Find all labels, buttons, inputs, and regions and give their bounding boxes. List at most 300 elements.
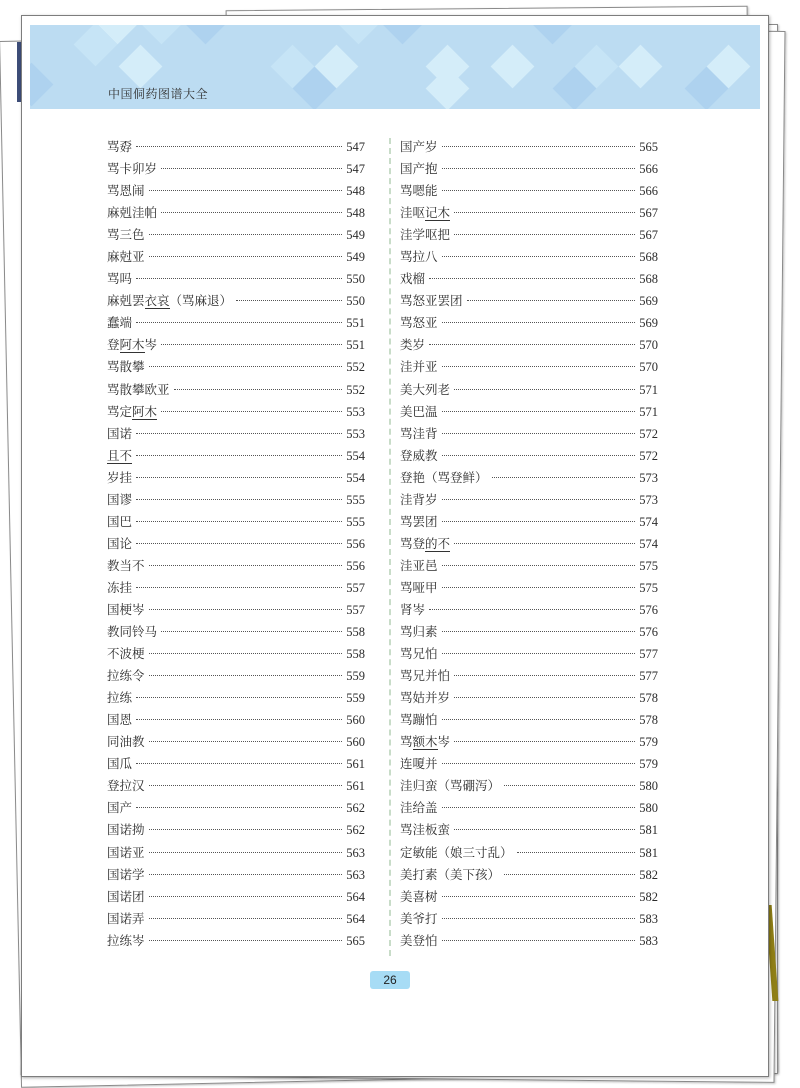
dot-leader	[442, 587, 636, 588]
dot-leader	[136, 587, 342, 588]
header-banner	[30, 25, 760, 109]
entry-name: 骂拉八	[400, 249, 438, 265]
underlined-text: 且不	[107, 447, 133, 463]
index-entry[interactable]	[400, 621, 658, 643]
entry-page-number: 561	[346, 779, 365, 794]
entry-page-number: 577	[639, 647, 658, 662]
entry-name: 国诺亚	[107, 844, 145, 860]
index-entry[interactable]	[107, 886, 365, 908]
entry-page-number: 573	[639, 492, 658, 507]
entry-page-number: 582	[639, 867, 658, 882]
index-entry[interactable]	[400, 731, 658, 753]
dot-leader	[442, 168, 636, 169]
entry-page-number: 566	[639, 184, 658, 199]
index-entry[interactable]	[400, 290, 658, 312]
dot-leader	[149, 829, 343, 830]
entry-name: 不波梗	[107, 646, 145, 662]
entry-page-number: 571	[639, 382, 658, 397]
index-entry[interactable]	[400, 665, 658, 687]
entry-name: 岁挂	[107, 469, 133, 485]
dot-leader	[454, 741, 635, 742]
entry-name: 美登怕	[400, 932, 438, 948]
dot-leader	[442, 807, 636, 808]
entry-page-number: 574	[639, 514, 658, 529]
dot-leader	[517, 852, 636, 853]
entry-name: 教当不	[107, 557, 145, 573]
entry-page-number: 570	[639, 360, 658, 375]
dot-leader	[161, 212, 342, 213]
entry-page-number: 558	[346, 625, 365, 640]
dot-leader	[429, 344, 635, 345]
dot-leader	[161, 344, 342, 345]
entry-page-number: 575	[639, 580, 658, 595]
entry-name: 国论	[107, 535, 133, 551]
dot-leader	[149, 190, 343, 191]
entry-name: 国巴	[107, 513, 133, 529]
entry-name: 美大列老	[400, 381, 451, 397]
entry-page-number: 568	[639, 250, 658, 265]
entry-name: 国诺团	[107, 888, 145, 904]
index-entry[interactable]	[107, 334, 365, 356]
index-entry[interactable]	[400, 643, 658, 665]
index-entry[interactable]	[107, 356, 365, 378]
index-entry[interactable]	[107, 401, 365, 423]
index-entry[interactable]	[107, 864, 365, 886]
entry-name: 登阿木岑	[107, 337, 158, 353]
entry-page-number: 554	[346, 470, 365, 485]
entry-name: 拉练令	[107, 668, 145, 684]
entry-page-number: 572	[639, 426, 658, 441]
dot-leader	[149, 234, 343, 235]
entry-name: 类岁	[400, 337, 426, 353]
entry-page-number: 571	[639, 404, 658, 419]
dot-leader	[149, 852, 343, 853]
dot-leader	[442, 940, 636, 941]
page-number-badge: 26	[370, 971, 410, 989]
index-entry[interactable]	[107, 555, 365, 577]
entry-page-number: 572	[639, 448, 658, 463]
dot-leader	[442, 322, 636, 323]
index-entry[interactable]	[400, 246, 658, 268]
index-entry[interactable]	[107, 379, 365, 401]
index-entry[interactable]	[107, 180, 365, 202]
banner-diamond	[381, 25, 425, 44]
entry-page-number: 566	[639, 162, 658, 177]
dot-leader	[454, 389, 635, 390]
entry-page-number: 560	[346, 735, 365, 750]
index-entry[interactable]	[400, 489, 658, 511]
entry-page-number: 559	[346, 669, 365, 684]
entry-page-number: 579	[639, 735, 658, 750]
index-entry[interactable]	[107, 467, 365, 489]
index-column-left	[107, 136, 365, 952]
entry-name: 骂三色	[107, 227, 145, 243]
index-entry[interactable]	[400, 268, 658, 290]
index-entry[interactable]	[107, 753, 365, 775]
entry-page-number: 555	[346, 492, 365, 507]
entry-page-number: 563	[346, 845, 365, 860]
index-entry[interactable]	[400, 136, 658, 158]
index-entry[interactable]	[400, 753, 658, 775]
index-entry[interactable]	[400, 687, 658, 709]
entry-page-number: 577	[639, 669, 658, 684]
book-title: 中国侗药图谱大全	[108, 87, 209, 101]
dot-leader	[136, 433, 342, 434]
index-entry[interactable]	[107, 136, 365, 158]
entry-page-number: 556	[346, 536, 365, 551]
entry-name: 冻挂	[107, 579, 133, 595]
entry-page-number: 562	[346, 801, 365, 816]
dot-leader	[149, 940, 343, 941]
index-entry[interactable]	[107, 511, 365, 533]
index-entry[interactable]	[400, 577, 658, 599]
entry-name: 骂洼板蛮	[400, 822, 451, 838]
entry-name: 骂洼背	[400, 425, 438, 441]
entry-name: 美打素（美下孩）	[400, 866, 501, 882]
entry-page-number: 575	[639, 558, 658, 573]
banner-diamond	[337, 25, 381, 44]
underlined-text: 衣哀	[144, 293, 170, 309]
entry-page-number: 548	[346, 206, 365, 221]
index-entry[interactable]	[400, 202, 658, 224]
entry-name: 骂定阿木	[107, 403, 158, 419]
entry-page-number: 547	[346, 140, 365, 154]
entry-page-number: 550	[346, 294, 365, 309]
entry-name: 骂吗	[107, 271, 133, 287]
entry-page-number: 578	[639, 713, 658, 728]
entry-page-number: 576	[639, 602, 658, 617]
entry-page-number: 549	[346, 228, 365, 243]
column-divider	[389, 138, 391, 956]
dot-leader	[454, 829, 635, 830]
index-entry[interactable]	[400, 797, 658, 819]
entry-name: 连嗄并	[400, 756, 438, 772]
entry-page-number: 549	[346, 250, 365, 265]
index-entry[interactable]	[107, 797, 365, 819]
entry-name: 国恩	[107, 712, 133, 728]
entry-page-number: 562	[346, 823, 365, 838]
dot-leader	[149, 675, 343, 676]
index-entry[interactable]	[400, 180, 658, 202]
dot-leader	[442, 256, 636, 257]
index-entry[interactable]	[400, 842, 658, 864]
entry-page-number: 555	[346, 514, 365, 529]
entry-name: 国诺学	[107, 866, 145, 882]
dot-leader	[442, 521, 636, 522]
dot-leader	[149, 741, 343, 742]
dot-leader	[467, 300, 636, 301]
index-entry[interactable]	[107, 312, 365, 334]
index-entry[interactable]	[107, 687, 365, 709]
entry-page-number: 567	[639, 206, 658, 221]
entry-page-number: 565	[639, 140, 658, 154]
index-entry[interactable]	[400, 930, 658, 952]
entry-name: 骂散攀欧亚	[107, 381, 170, 397]
index-entry[interactable]	[107, 224, 365, 246]
entry-page-number: 553	[346, 404, 365, 419]
index-entry[interactable]	[400, 533, 658, 555]
entry-page-number: 583	[639, 933, 658, 948]
dot-leader	[442, 719, 636, 720]
index-entry[interactable]	[107, 577, 365, 599]
entry-name: 麻尅亚	[107, 249, 145, 265]
entry-name: 同油教	[107, 734, 145, 750]
entry-name: 洼并亚	[400, 359, 438, 375]
entry-name: 洼学呕把	[400, 227, 451, 243]
dot-leader	[149, 256, 343, 257]
entry-page-number: 569	[639, 294, 658, 309]
entry-name: 国诺弄	[107, 910, 145, 926]
underlined-text: 阿木	[132, 403, 158, 419]
entry-name: 洼亚邑	[400, 557, 438, 573]
entry-page-number: 582	[639, 889, 658, 904]
index-entry[interactable]	[107, 445, 365, 467]
index-entry[interactable]	[107, 489, 365, 511]
index-entry[interactable]	[400, 423, 658, 445]
index-entry[interactable]	[400, 445, 658, 467]
entry-name: 登拉汉	[107, 778, 145, 794]
index-entry[interactable]	[107, 819, 365, 841]
dot-leader	[442, 455, 636, 456]
entry-name	[107, 445, 132, 467]
entry-page-number: 556	[346, 558, 365, 573]
index-entry[interactable]	[400, 775, 658, 797]
index-entry[interactable]	[107, 665, 365, 687]
entry-name: 美爷打	[400, 910, 438, 926]
index-entry[interactable]	[107, 842, 365, 864]
dot-leader	[149, 785, 343, 786]
entry-name: 骂兄并怕	[400, 668, 451, 684]
dot-leader	[454, 675, 635, 676]
index-entry[interactable]	[107, 930, 365, 952]
index-entry[interactable]	[107, 599, 365, 621]
entry-name: 骂归素	[400, 624, 438, 640]
index-entry[interactable]	[400, 709, 658, 731]
dot-leader	[136, 521, 342, 522]
entry-name: 拉练	[107, 690, 133, 706]
entry-name: 国瓜	[107, 756, 133, 772]
entry-page-number: 557	[346, 580, 365, 595]
entry-name: 国诺	[107, 425, 133, 441]
banner-diamond	[619, 45, 663, 89]
entry-name: 骂卡卯岁	[107, 161, 158, 177]
entry-page-number: 563	[346, 867, 365, 882]
entry-name: 骂怒亚罢团	[400, 293, 463, 309]
entry-name: 教同铃马	[107, 624, 158, 640]
entry-name: 国谬	[107, 491, 133, 507]
entry-name: 登威教	[400, 447, 438, 463]
entry-page-number: 550	[346, 272, 365, 287]
index-entry[interactable]	[400, 334, 658, 356]
entry-page-number: 554	[346, 448, 365, 463]
entry-name: 定敏能（娘三寸乱）	[400, 844, 513, 860]
dot-leader	[236, 300, 342, 301]
dot-leader	[442, 411, 636, 412]
underlined-text: 阿木	[119, 337, 145, 353]
entry-name: 美喜树	[400, 888, 438, 904]
entry-page-number: 580	[639, 801, 658, 816]
book-page	[21, 15, 769, 1077]
entry-name: 骂怒亚	[400, 315, 438, 331]
entry-page-number: 552	[346, 360, 365, 375]
index-entry[interactable]	[107, 621, 365, 643]
entry-page-number: 567	[639, 228, 658, 243]
dot-leader	[442, 433, 636, 434]
index-entry[interactable]	[400, 599, 658, 621]
entry-name: 洼背岁	[400, 491, 438, 507]
dot-leader	[454, 234, 635, 235]
dot-leader	[442, 146, 636, 147]
dot-leader	[454, 212, 635, 213]
index-entry[interactable]	[400, 401, 658, 423]
index-entry[interactable]	[400, 467, 658, 489]
entry-page-number: 557	[346, 602, 365, 617]
entry-page-number: 564	[346, 889, 365, 904]
entry-page-number: 547	[346, 162, 365, 177]
entry-name: 骂罢团	[400, 513, 438, 529]
index-entry[interactable]	[400, 886, 658, 908]
dot-leader	[136, 807, 342, 808]
dot-leader	[161, 411, 342, 412]
entry-page-number: 552	[346, 382, 365, 397]
index-entry[interactable]	[107, 775, 365, 797]
entry-name: 骂兄怕	[400, 646, 438, 662]
dot-leader	[161, 631, 342, 632]
entry-name: 骂额木岑	[400, 734, 451, 750]
entry-name: 骂嗯能	[400, 183, 438, 199]
entry-page-number: 551	[346, 316, 365, 331]
entry-page-number: 558	[346, 647, 365, 662]
entry-page-number: 581	[639, 845, 658, 860]
dot-leader	[136, 322, 342, 323]
banner-diamond	[119, 45, 163, 89]
entry-page-number: 551	[346, 338, 365, 353]
underlined-text: 的不	[425, 535, 451, 551]
entry-page-number: 579	[639, 757, 658, 772]
entry-name: 美巴温	[400, 403, 438, 419]
index-entry[interactable]	[400, 224, 658, 246]
entry-name: 洼归蛮（骂硼泻）	[400, 778, 501, 794]
dot-leader	[149, 874, 343, 875]
index-entry[interactable]	[400, 379, 658, 401]
dot-leader	[136, 543, 342, 544]
entry-name: 国产	[107, 800, 133, 816]
entry-name: 登艳（骂登鲜）	[400, 469, 488, 485]
entry-name: 骂登的不	[400, 535, 451, 551]
underlined-text: 记木	[425, 205, 451, 221]
entry-name: 洼呕记木	[400, 205, 451, 221]
dot-leader	[149, 609, 343, 610]
entry-page-number: 565	[346, 933, 365, 948]
entry-page-number: 573	[639, 470, 658, 485]
entry-page-number: 568	[639, 272, 658, 287]
dot-leader	[442, 190, 636, 191]
entry-name: 骂姑并岁	[400, 690, 451, 706]
dot-leader	[136, 719, 342, 720]
entry-page-number: 569	[639, 316, 658, 331]
entry-page-number: 580	[639, 779, 658, 794]
banner-diamond	[491, 45, 535, 89]
dot-leader	[136, 477, 342, 478]
entry-name: 国梗岑	[107, 601, 145, 617]
index-entry[interactable]	[107, 158, 365, 180]
index-entry[interactable]	[107, 643, 365, 665]
entry-name: 国诺拗	[107, 822, 145, 838]
dot-leader	[429, 609, 635, 610]
entry-page-number: 578	[639, 691, 658, 706]
index-entry[interactable]	[107, 709, 365, 731]
dot-leader	[136, 455, 342, 456]
dot-leader	[442, 565, 636, 566]
index-entry[interactable]	[400, 312, 658, 334]
index-entry[interactable]	[107, 533, 365, 555]
index-entry[interactable]	[107, 290, 365, 312]
index-entry[interactable]	[107, 908, 365, 930]
banner-diamond	[140, 25, 184, 44]
dot-leader	[442, 918, 636, 919]
entry-name: 骂哑甲	[400, 579, 438, 595]
entry-name: 麻剋罢衣哀（骂麻退）	[107, 293, 233, 309]
entry-page-number: 574	[639, 536, 658, 551]
entry-page-number: 581	[639, 823, 658, 838]
banner-diamond	[184, 25, 228, 44]
dot-leader	[149, 653, 343, 654]
index-entry[interactable]	[400, 908, 658, 930]
dot-leader	[492, 477, 636, 478]
entry-name: 骂散攀	[107, 359, 145, 375]
index-entry[interactable]	[107, 731, 365, 753]
dot-leader	[454, 697, 635, 698]
entry-name: 蠢端	[107, 315, 133, 331]
entry-page-number: 548	[346, 184, 365, 199]
entry-name: 骂恩闹	[107, 183, 145, 199]
dot-leader	[149, 565, 343, 566]
index-entry[interactable]	[400, 511, 658, 533]
entry-page-number: 570	[639, 338, 658, 353]
index-entry[interactable]	[400, 819, 658, 841]
dot-leader	[136, 763, 342, 764]
entry-name: 骂孬	[107, 139, 133, 154]
index-entry[interactable]	[400, 864, 658, 886]
entry-name: 麻剋洼帕	[107, 205, 158, 221]
banner-diamond	[30, 63, 53, 107]
dot-leader	[136, 697, 342, 698]
dot-leader	[504, 785, 635, 786]
dot-leader	[454, 543, 635, 544]
index-entry[interactable]	[400, 356, 658, 378]
index-entry[interactable]	[107, 423, 365, 445]
dot-leader	[442, 653, 636, 654]
banner-diamond	[531, 25, 575, 44]
dot-leader	[136, 278, 342, 279]
index-entry[interactable]	[400, 158, 658, 180]
index-entry[interactable]	[107, 268, 365, 290]
index-entry[interactable]	[400, 555, 658, 577]
index-entry[interactable]	[107, 202, 365, 224]
entry-page-number: 564	[346, 911, 365, 926]
dot-leader	[442, 631, 636, 632]
dot-leader	[161, 168, 342, 169]
dot-leader	[174, 389, 343, 390]
dot-leader	[149, 366, 343, 367]
dot-leader	[442, 763, 636, 764]
entry-name: 国产抱	[400, 161, 438, 177]
entry-name: 骂蹦怕	[400, 712, 438, 728]
index-entry[interactable]	[107, 246, 365, 268]
entry-name: 戏榴	[400, 271, 426, 287]
dot-leader	[442, 366, 636, 367]
entry-page-number: 583	[639, 911, 658, 926]
